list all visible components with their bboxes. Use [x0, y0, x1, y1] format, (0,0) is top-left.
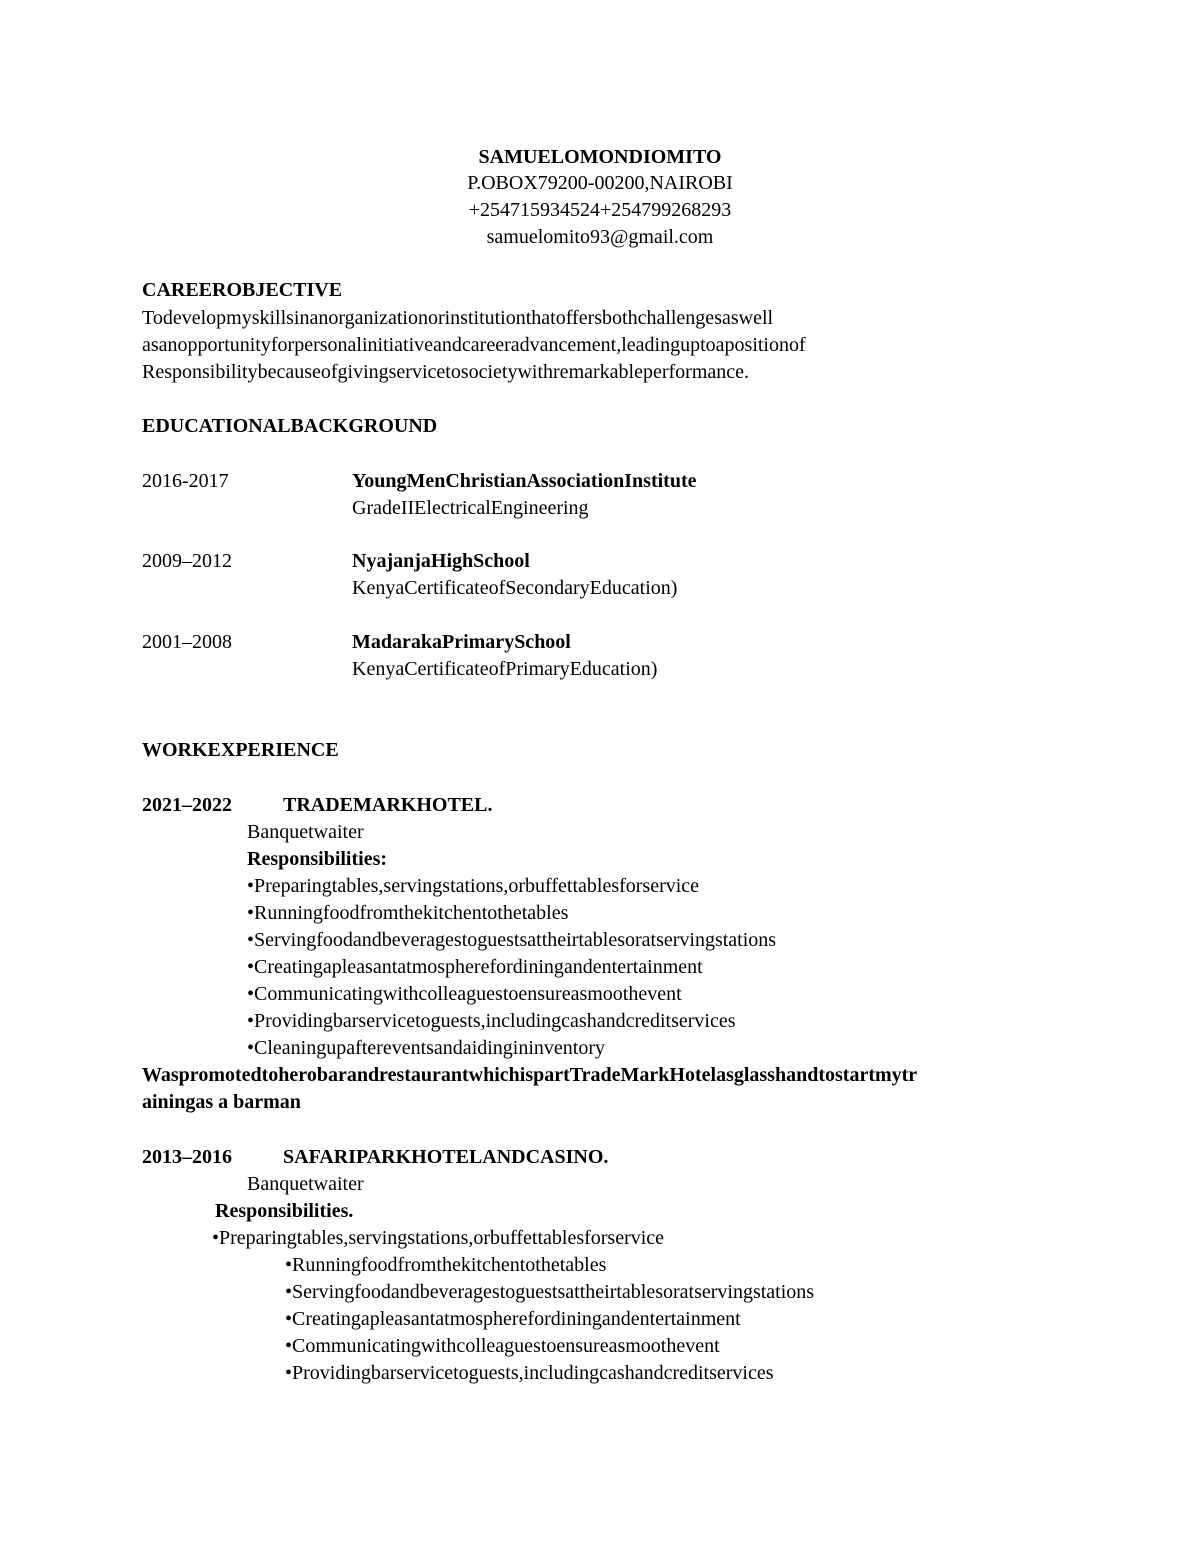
responsibilities-label: Responsibilities:	[247, 848, 388, 870]
responsibility-item: •Creatingapleasantatmospherefordiningandentertainment	[285, 1308, 741, 1330]
work-experience-heading: WORKEXPERIENCE	[142, 739, 339, 761]
objective-line: asanopportunityforpersonalinitiativeandcareeradvancement,leadinguptoapositionof	[142, 334, 806, 356]
objective-line: Responsibilitybecauseofgivingservicetosocietywithremarkableperformance.	[142, 361, 750, 383]
objective-line: Todevelopmyskillsinanorganizationorinstitutionthatoffersbothchallengesaswell	[142, 307, 774, 329]
responsibility-item: •Communicatingwithcolleaguestoensureasmoothevent	[285, 1335, 720, 1357]
job-years: 2021–2022	[142, 794, 232, 816]
responsibility-item: •Preparingtables,servingstations,orbuffettablesforservice	[247, 875, 700, 897]
job-role: Banquetwaiter	[247, 1173, 364, 1195]
responsibilities-label: Responsibilities.	[215, 1200, 354, 1222]
job-years: 2013–2016	[142, 1146, 232, 1168]
responsibility-item: •Providingbarservicetoguests,includingcashandcreditservices	[247, 1010, 736, 1032]
education-detail: KenyaCertificateofPrimaryEducation)	[352, 658, 658, 680]
education-years: 2001–2008	[142, 631, 232, 653]
career-objective-heading: CAREEROBJECTIVE	[142, 279, 343, 301]
responsibility-item: •Runningfoodfromthekitchentothetables	[285, 1254, 607, 1276]
education-detail: GradeIIElectricalEngineering	[352, 497, 589, 519]
applicant-name: SAMUELOMONDIOMITO	[478, 146, 722, 168]
education-school: YoungMenChristianAssociationInstitute	[352, 470, 697, 492]
job-employer: TRADEMARKHOTEL.	[283, 794, 493, 816]
phone-numbers: +254715934524+254799268293	[468, 199, 732, 221]
education-detail: KenyaCertificateofSecondaryEducation)	[352, 577, 678, 599]
job-role: Banquetwaiter	[247, 821, 364, 843]
promotion-note: ainingas a barman	[142, 1091, 301, 1113]
responsibility-item: •Runningfoodfromthekitchentothetables	[247, 902, 569, 924]
education-school: NyajanjaHighSchool	[352, 550, 530, 572]
responsibility-item: •Cleaningupaftereventsandaidingininventory	[247, 1037, 606, 1059]
education-years: 2009–2012	[142, 550, 232, 572]
responsibility-item: •Communicatingwithcolleaguestoensureasmoothevent	[247, 983, 682, 1005]
job-employer: SAFARIPARKHOTELANDCASINO.	[283, 1146, 609, 1168]
education-school: MadarakaPrimarySchool	[352, 631, 571, 653]
education-years: 2016-2017	[142, 470, 229, 492]
responsibility-item: •Creatingapleasantatmospherefordiningandentertainment	[247, 956, 703, 978]
responsibility-item: •Servingfoodandbeveragestoguestsattheirtablesoratservingstations	[247, 929, 777, 951]
responsibility-item: •Servingfoodandbeveragestoguestsattheirtablesoratservingstations	[285, 1281, 815, 1303]
promotion-note: WaspromotedtoherobarandrestaurantwhichispartTradeMarkHotelasglasshandtostartmytr	[142, 1064, 918, 1086]
responsibility-item: •Preparingtables,servingstations,orbuffettablesforservice	[212, 1227, 665, 1249]
address: P.OBOX79200-00200,NAIROBI	[467, 172, 733, 194]
email: samuelomito93@gmail.com	[486, 226, 714, 248]
education-heading: EDUCATIONALBACKGROUND	[142, 415, 438, 437]
responsibility-item: •Providingbarservicetoguests,includingcashandcreditservices	[285, 1362, 774, 1384]
